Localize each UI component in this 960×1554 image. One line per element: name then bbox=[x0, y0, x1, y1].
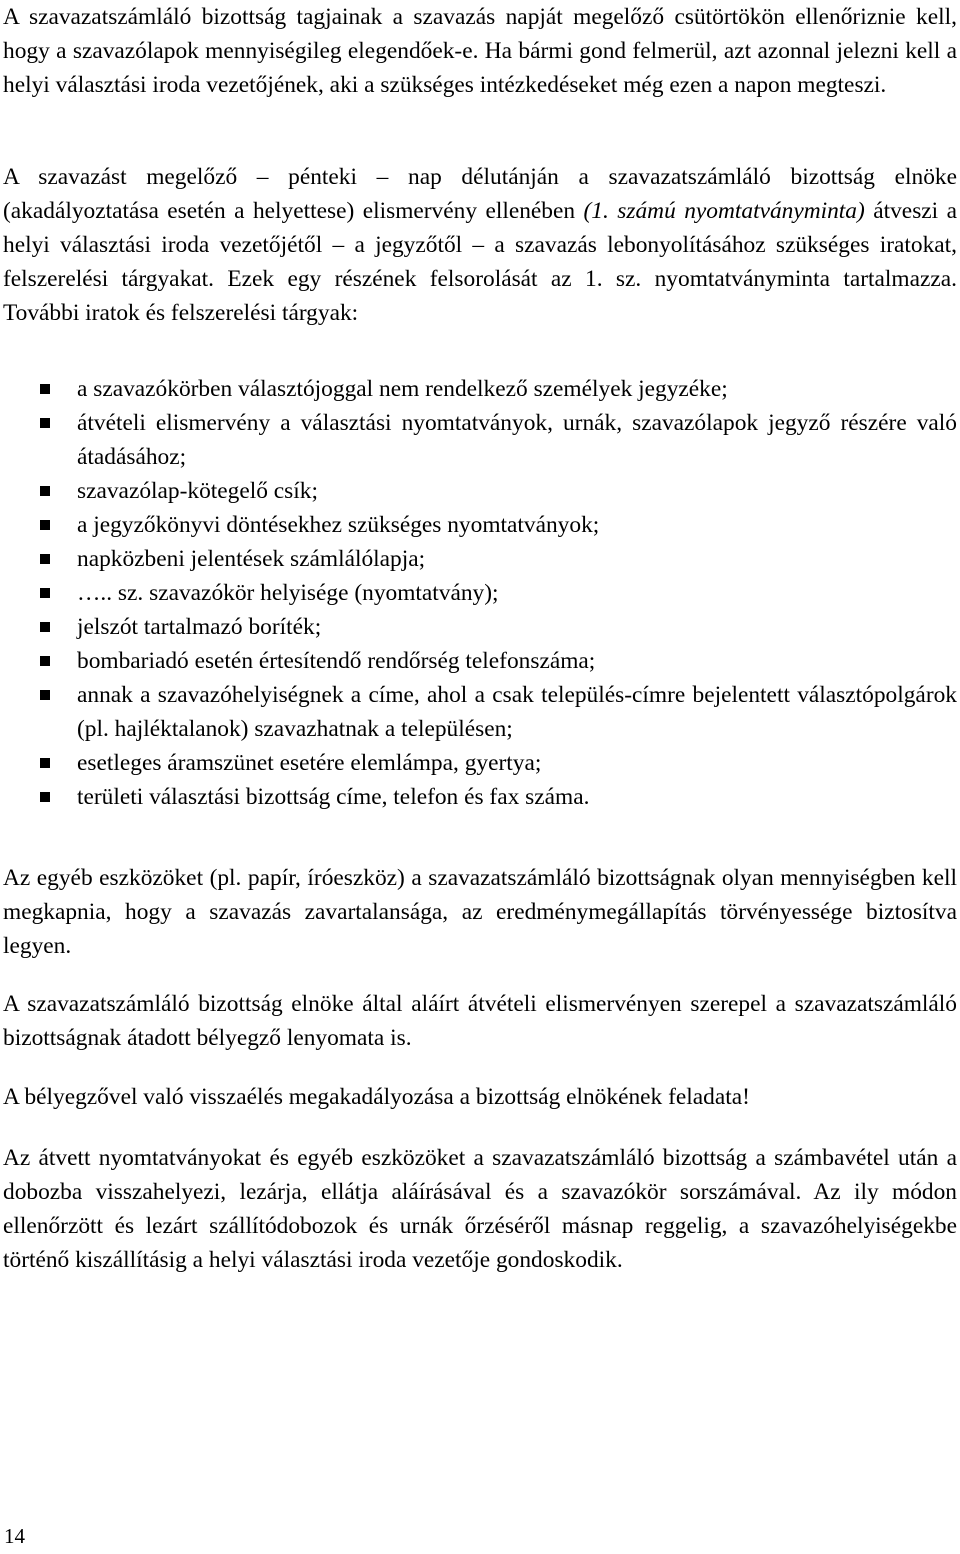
list-item-text: jelszót tartalmazó boríték; bbox=[77, 614, 322, 640]
list-item bbox=[0, 542, 957, 576]
paragraph-box-storage: Az átvett nyomtatványokat és egyéb eszközöket a szavazatszámláló bizottság a számbavétel után a dobozba visszahelyezi, lezárja, ellátja aláírásával és a szavazókör sorszámával. Az ily módon ellenőrzött és lezárt szállítódobozok és urnák őrzéséről másnap reggelig, a szavazóhelyiségekbe történő kiszállításig a helyi választási iroda vezetője gondoskodik. bbox=[3, 1145, 957, 1273]
form-reference-italic: (1. számú nyomtatványminta) bbox=[583, 198, 865, 224]
list-item bbox=[0, 372, 957, 406]
list-item bbox=[0, 474, 957, 508]
list-item-text: szavazólap-kötegelő csík; bbox=[77, 478, 318, 504]
list-item-text: ….. sz. szavazókör helyisége (nyomtatvány); bbox=[77, 580, 499, 606]
list-item bbox=[0, 508, 957, 542]
square-bullet-icon bbox=[40, 486, 50, 496]
square-bullet-icon bbox=[40, 384, 50, 394]
paragraph-stamp-abuse: A bélyegzővel való visszaélés megakadályozása a bizottság elnökének feladata! bbox=[3, 1084, 750, 1110]
list-item bbox=[0, 406, 957, 474]
list-item-text: átvételi elismervény a választási nyomtatványok, urnák, szavazólapok jegyző részére való átadásához; bbox=[77, 410, 957, 470]
list-item-text: a szavazókörben választójoggal nem rendelkező személyek jegyzéke; bbox=[77, 376, 728, 402]
list-item-text: annak a szavazóhelyiségnek a címe, ahol a csak település-címre bejelentett választópolgárok (pl. hajléktalanok) szavazhatnak a településen; bbox=[77, 682, 957, 742]
paragraph-committee-check: A szavazatszámláló bizottság tagjainak a szavazás napját megelőző csütörtökön ellenőriznie kell, hogy a szavazólapok mennyiségileg elegendőek-e. Ha bármi gond felmerül, azt azonnal jelezni kell a helyi választási iroda vezetőjének, aki a szükséges intézkedéseket még ezen a napon megteszi. bbox=[3, 4, 957, 98]
square-bullet-icon bbox=[40, 554, 50, 564]
list-item bbox=[0, 610, 957, 644]
square-bullet-icon bbox=[40, 520, 50, 530]
list-item-text: bombariadó esetén értesítendő rendőrség telefonszáma; bbox=[77, 648, 596, 674]
list-item-text: napközbeni jelentések számlálólapja; bbox=[77, 546, 426, 572]
items-bullet-list bbox=[0, 372, 957, 814]
square-bullet-icon bbox=[40, 656, 50, 666]
square-bullet-icon bbox=[40, 622, 50, 632]
square-bullet-icon bbox=[40, 758, 50, 768]
paragraph-other-tools: Az egyéb eszközöket (pl. papír, íróeszköz) a szavazatszámláló bizottságnak olyan mennyiségben kell megkapnia, hogy a szavazás zavartalansága, az eredménymegállapítás törvényessége biztosítva legyen. bbox=[3, 865, 957, 959]
list-item-text: esetleges áramszünet esetére elemlámpa, gyertya; bbox=[77, 750, 542, 776]
list-item-text: területi választási bizottság címe, telefon és fax száma. bbox=[77, 784, 590, 810]
square-bullet-icon bbox=[40, 588, 50, 598]
square-bullet-icon bbox=[40, 418, 50, 428]
square-bullet-icon bbox=[40, 792, 50, 802]
page-number: 14 bbox=[4, 1524, 25, 1548]
list-item bbox=[0, 746, 957, 780]
list-item bbox=[0, 644, 957, 678]
paragraph-friday-handover bbox=[3, 160, 957, 330]
list-item bbox=[0, 576, 957, 610]
list-item bbox=[0, 678, 957, 746]
list-item bbox=[0, 780, 957, 814]
paragraph-stamp-imprint: A szavazatszámláló bizottság elnöke által aláírt átvételi elismervényen szerepel a szavazatszámláló bizottságnak átadott bélyegző lenyomata is. bbox=[3, 991, 957, 1051]
paragraph-handover-text-1: A szavazást megelőző – pénteki – nap délutánján a szavazatszámláló bizottság elnöke (akadályoztatása esetén a helyettese) elismervény ellenében bbox=[3, 164, 957, 224]
square-bullet-icon bbox=[40, 690, 50, 700]
list-item-text: a jegyzőkönyvi döntésekhez szükséges nyomtatványok; bbox=[77, 512, 600, 538]
paragraph-handover-text-2: átveszi a helyi választási iroda vezetőjétől – a jegyzőtől – a szavazás lebonyolításához szükséges iratokat, felszerelési tárgyakat. Ezek egy részének felsorolását az 1. sz. nyomtatványminta tartalmazza. További iratok és felszerelési tárgyak: bbox=[3, 198, 957, 326]
